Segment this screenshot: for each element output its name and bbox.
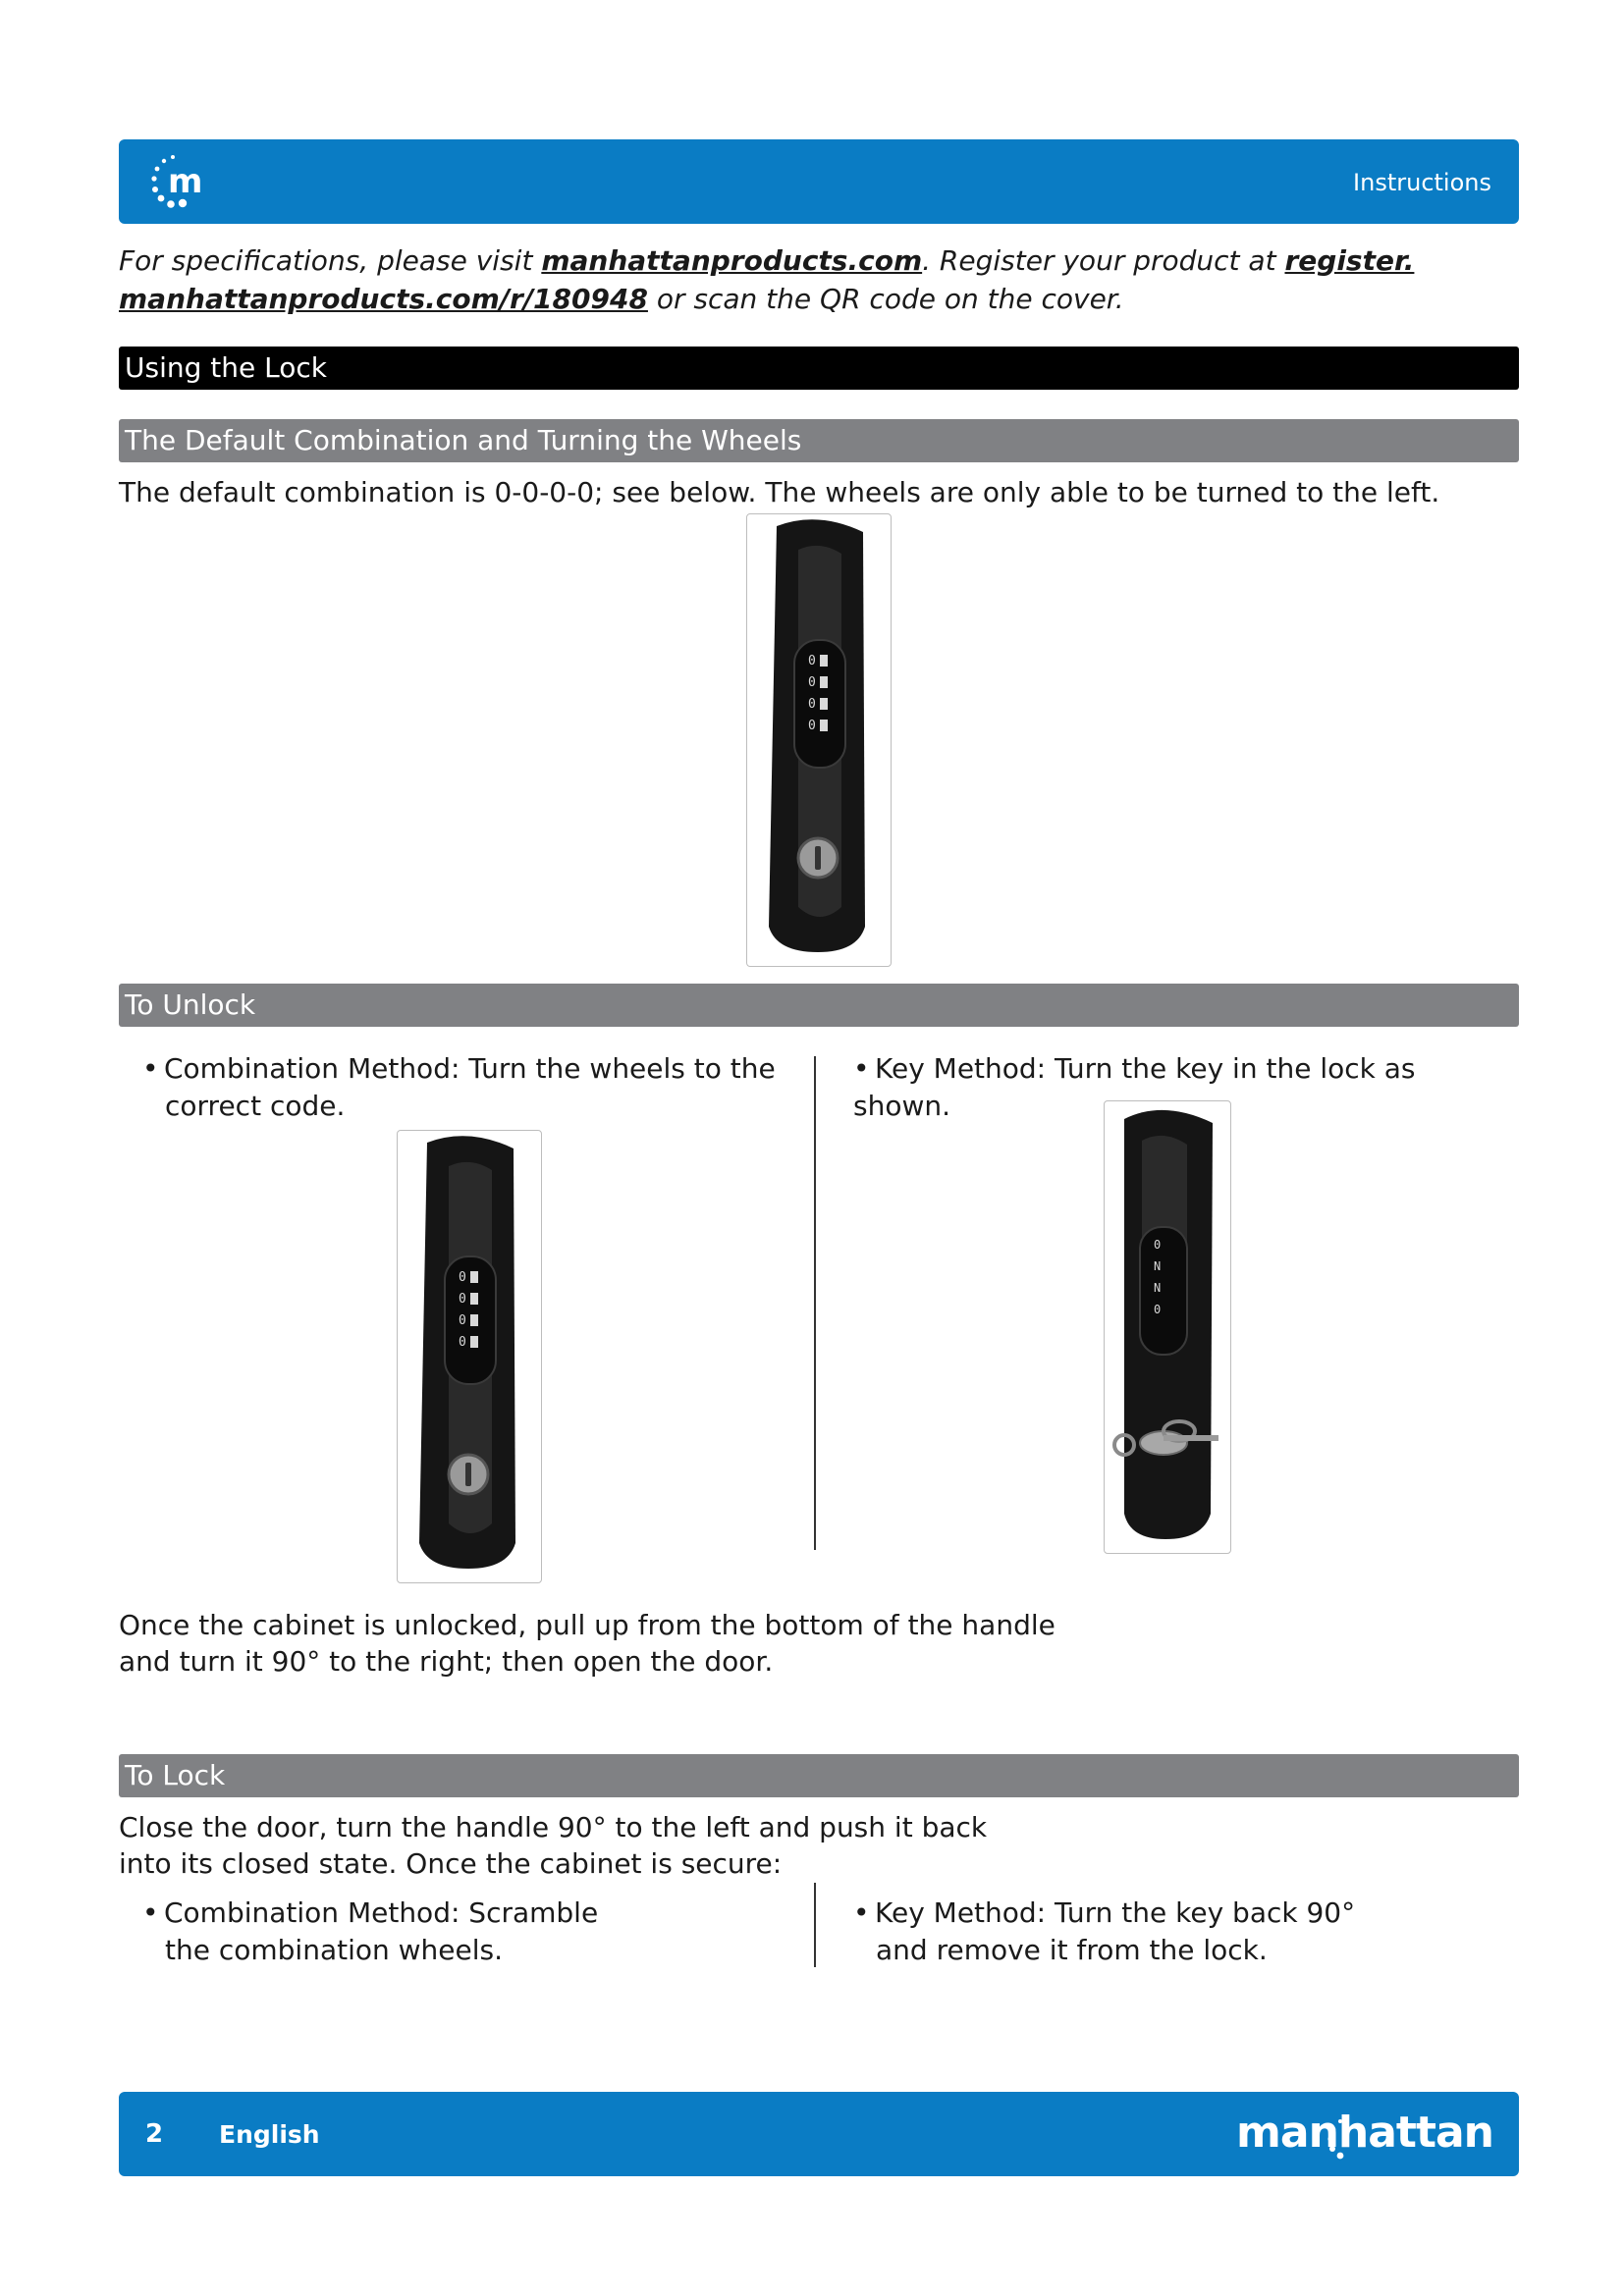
lock-photo-unlock-key bbox=[1104, 1100, 1231, 1554]
lock-photo-unlock-combination bbox=[397, 1130, 542, 1583]
footer-bar bbox=[119, 2092, 1519, 2176]
language-label: English bbox=[219, 2120, 320, 2149]
register-link-part1[interactable]: register. bbox=[1284, 244, 1415, 277]
unlock-combination-bullet bbox=[142, 1050, 790, 1125]
manhattan-logo-icon bbox=[140, 149, 209, 214]
bullet-dot: • bbox=[142, 1052, 159, 1085]
intro-text bbox=[119, 241, 1493, 318]
lock-combination-line1: Combination Method: Scramble bbox=[164, 1896, 599, 1929]
lock-key-line2: and remove it from the lock. bbox=[876, 1934, 1268, 1966]
column-divider bbox=[814, 1883, 816, 1967]
unlock-after-line1: Once the cabinet is unlocked, pull up from the bottom of the handle bbox=[119, 1609, 1056, 1641]
key-lock-image bbox=[1105, 1101, 1229, 1552]
wheel-digit: 0 bbox=[808, 719, 816, 733]
bullet-dot: • bbox=[853, 1896, 870, 1929]
specs-link[interactable]: manhattanproducts.com bbox=[541, 244, 923, 277]
intro-middle: . Register your product at bbox=[922, 244, 1285, 277]
intro-tail: or scan the QR code on the cover. bbox=[647, 283, 1124, 315]
unlock-key-line1: Key Method: Turn the key in the lock as shown. bbox=[853, 1052, 1416, 1122]
wheel-digit: N bbox=[1154, 1281, 1162, 1295]
default-combination-text: The default combination is 0-0-0-0; see below. The wheels are only able to be turned to the left. bbox=[119, 476, 1440, 508]
lock-combination-bullet bbox=[142, 1895, 790, 1969]
brand-wordmark: manhattan bbox=[1236, 2108, 1493, 2158]
column-divider bbox=[814, 1056, 816, 1550]
wheel-digit: 0 bbox=[459, 1270, 466, 1285]
wheel-digit: 0 bbox=[808, 697, 816, 712]
wheel-digit: 0 bbox=[459, 1313, 466, 1328]
wheel-digit: 0 bbox=[1154, 1303, 1162, 1316]
wheel-digit: 0 bbox=[808, 675, 816, 690]
section-to-lock: To Lock bbox=[119, 1754, 1519, 1797]
combination-lock-image bbox=[747, 514, 890, 965]
wheel-digit: 0 bbox=[459, 1292, 466, 1307]
section-to-unlock: To Unlock bbox=[119, 984, 1519, 1027]
lock-intro-line1: Close the door, turn the handle 90° to the left and push it back bbox=[119, 1811, 988, 1843]
lock-key-line1: Key Method: Turn the key back 90° bbox=[875, 1896, 1356, 1929]
register-link-part2[interactable]: manhattanproducts.com/r/180948 bbox=[119, 283, 648, 315]
lock-combination-line2: the combination wheels. bbox=[165, 1934, 504, 1966]
lock-intro-line2: into its closed state. Once the cabinet is secure: bbox=[119, 1847, 783, 1880]
svg-text:m: m bbox=[168, 162, 203, 201]
lock-key-bullet bbox=[853, 1895, 1501, 1969]
wheel-digit: 0 bbox=[808, 654, 816, 668]
wheel-digit: 0 bbox=[459, 1335, 466, 1350]
bullet-dot: • bbox=[853, 1052, 870, 1085]
section-using-the-lock: Using the Lock bbox=[119, 347, 1519, 390]
intro-lead: For specifications, please visit bbox=[119, 244, 542, 277]
unlock-combination-line2: correct code. bbox=[165, 1090, 346, 1122]
unlock-combination-line1: Combination Method: Turn the wheels to the bbox=[164, 1052, 776, 1085]
lock-photo-default bbox=[746, 513, 892, 967]
section-default-combination: The Default Combination and Turning the Wheels bbox=[119, 419, 1519, 462]
unlock-after-line2: and turn it 90° to the right; then open the door. bbox=[119, 1645, 774, 1678]
bullet-dot: • bbox=[142, 1896, 159, 1929]
header-bar bbox=[119, 139, 1519, 224]
page-number: 2 bbox=[145, 2119, 164, 2149]
header-title: Instructions bbox=[1353, 169, 1491, 196]
wheel-digit: N bbox=[1154, 1259, 1162, 1273]
wheel-digit: 0 bbox=[1154, 1238, 1162, 1252]
combination-lock-image bbox=[398, 1131, 540, 1581]
